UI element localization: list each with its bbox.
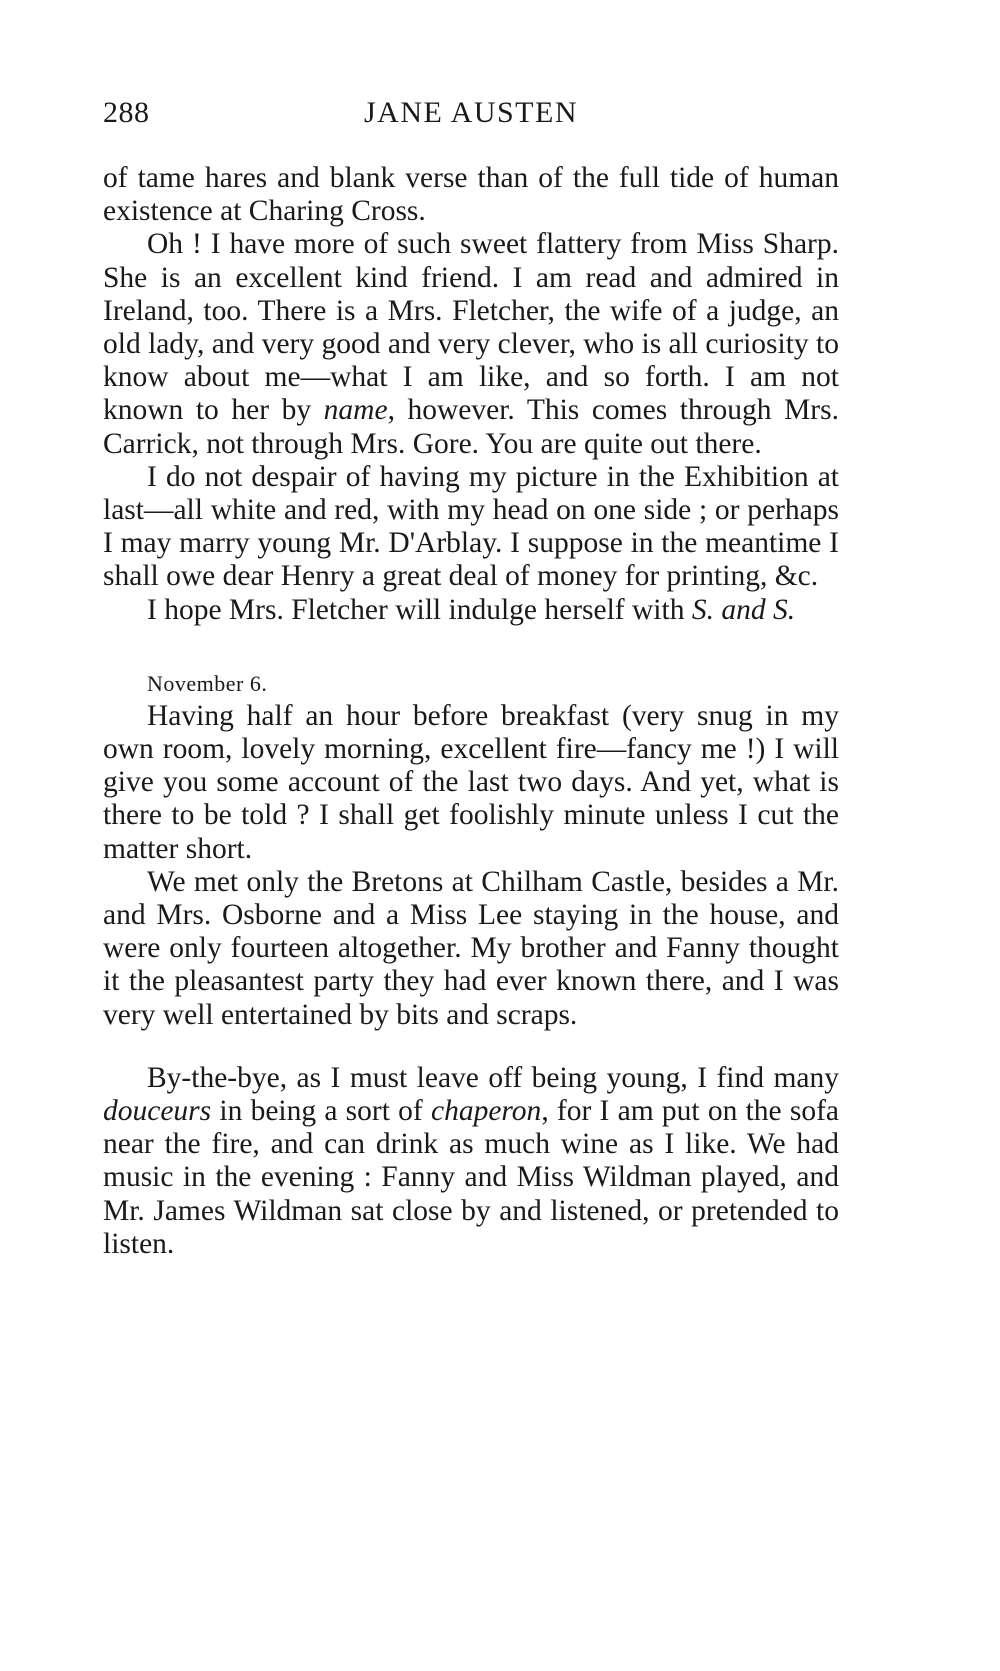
paragraph-1 [103,162,839,228]
paragraph-4-text: I hope Mrs. Fletcher will indulge herself with [147,593,692,626]
paragraph-7-text-c: , for I am put on the sofa near the fire, and can drink as much wine as I like. We had music in the evening : Fanny and Miss Wildman played, and Mr. James Wildman sat close by and listened, or pretended to listen. [103,1095,839,1260]
section-gap-2 [103,1032,839,1062]
body-text [103,162,839,1261]
paragraph-7-text-a: By-the-bye, as I must leave off being young, I find many [147,1061,839,1094]
paragraph-2-emphasis: name [323,394,388,427]
letter-date: November 6. [147,670,268,696]
paragraph-5-text: Having half an hour before breakfast (very snug in my own room, lovely morning, excellent fire—fancy me !) I will give you some account of the last two days. And yet, what is there to be told ? I shall get foolishly minute unless I cut the matter short. [103,699,839,865]
paragraph-1-text: of tame hares and blank verse than of the full tide of human existence at Charing Cross. [103,162,839,228]
paragraph-6 [103,866,839,1032]
paragraph-3-text: I do not despair of having my picture in the Exhibition at last—all white and red, with my head on one side ; or perhaps I may marry young Mr. D'Arblay. I suppose in the meantime I shall owe dear Henry a great deal of money for printing, &c. [103,460,839,593]
paragraph-6-text: We met only the Bretons at Chilham Castle, besides a Mr. and Mrs. Osborne and a Miss Lee staying in the house, and were only fourteen altogether. My brother and Fanny thought it the pleasantest party they had ever known there, and I was very well entertained by bits and scraps. [103,865,839,1031]
page-number: 288 [103,96,150,129]
paragraph-4-emphasis: S. and S. [691,593,796,626]
paragraph-7-emphasis-2: chaperon [430,1095,542,1128]
paragraph-4 [103,594,839,627]
paragraph-7-text-b: in being a sort of [211,1095,431,1128]
running-title: JANE AUSTEN [363,96,578,129]
running-head [103,96,839,140]
paragraph-2 [103,228,839,460]
section-gap [103,627,839,667]
paragraph-7-emphasis-1: douceurs [103,1095,212,1128]
paragraph-2-text-b: , however. This comes through Mrs. Carrick, not through Mrs. Gore. You are quite out there. [103,394,839,460]
paragraph-7 [103,1062,839,1261]
paragraph-2-text-a: Oh ! I have more of such sweet flattery from Miss Sharp. She is an excellent kind friend. I am read and admired in Ireland, too. There is a Mrs. Fletcher, the wife of a judge, an old lady, and very good and very clever, who is all curiosity to know about me—what I am like, and so forth. I am not known to her by [103,228,839,427]
paragraph-5 [103,700,839,866]
paragraph-3 [103,461,839,594]
